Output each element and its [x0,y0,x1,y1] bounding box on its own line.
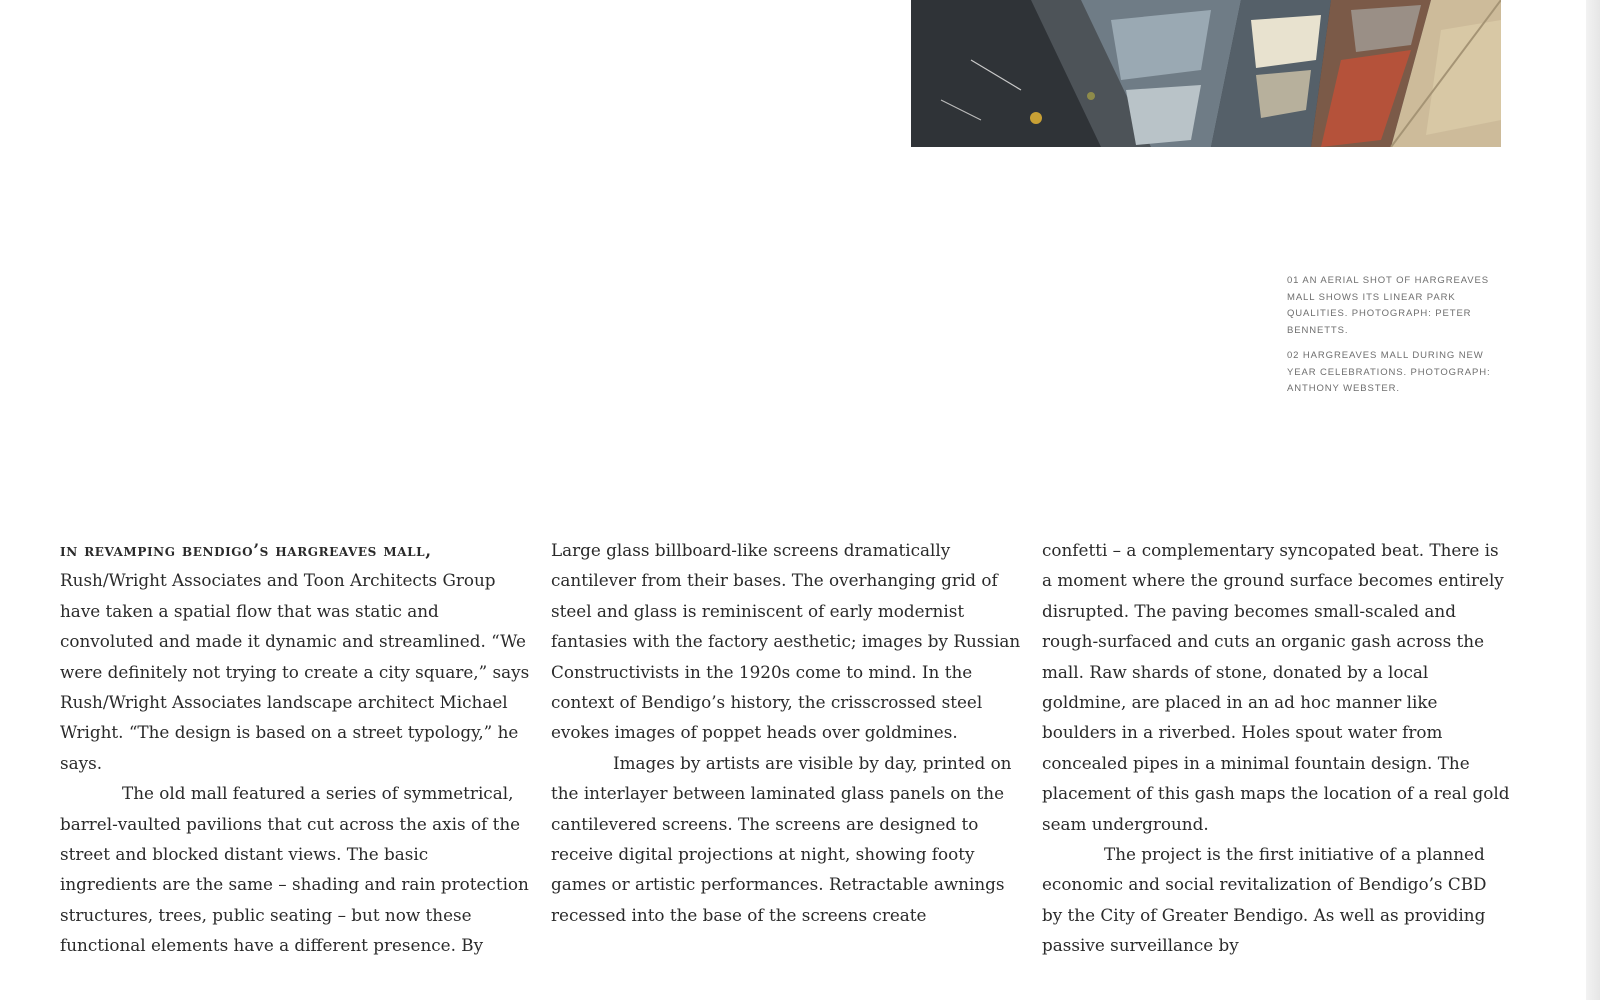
article-paragraph: Large glass billboard-like screens dramatically cantilever from their bases. The overhanging grid of steel and glass is reminiscent of early modernist fantasies with the factory aesthetic; images by Russian Constructivists in the 1920s come to mind. In the context of Bendigo’s history, the crisscrossed steel evokes images of poppet heads over goldmines. [551,540,1021,743]
article-lead: in revamping bendigo’s hargreaves mall, [60,540,432,560]
aerial-photo [911,0,1501,147]
caption-01: 01 AN AERIAL SHOT OF HARGREAVES MALL SHOWS ITS LINEAR PARK QUALITIES. PHOTOGRAPH: PETER BENNETTS. [1287,275,1489,336]
article-paragraph: The project is the first initiative of a planned economic and social revitalization of Bendigo’s CBD by the City of Greater Bendigo. As well as providing passive surveillance by [1042,844,1487,956]
article-paragraph: Images by artists are visible by day, printed on the interlayer between laminated glass panels on the cantilevered screens. The screens are designed to receive digital projections at night, showing footy games or artistic performances. Retractable awnings recessed into the base of the screens create [551,752,1012,925]
photo-captions [1287,273,1502,407]
caption-02: 02 HARGREAVES MALL DURING NEW YEAR CELEBRATIONS. PHOTOGRAPH: ANTHONY WEBSTER. [1287,350,1491,394]
article-paragraph [60,535,530,778]
article-column-2 [551,535,1021,930]
article-paragraph: confetti – a complementary syncopated beat. There is a moment where the ground surface becomes entirely disrupted. The paving becomes small-scaled and rough-surfaced and cuts an organic gash across the mall. Raw shards of stone, donated by a local goldmine, are placed in an ad hoc manner like boulders in a riverbed. Holes spout water from concealed pipes in a minimal fountain design. The placement of this gash maps the location of a real gold seam underground. [1042,540,1510,834]
page-edge [1586,0,1600,1000]
article-text: Rush/Wright Associates and Toon Architects Group have taken a spatial flow that was static and convoluted and made it dynamic and streamlined. “We were definitely not trying to create a city square,” says Rush/Wright Associates landscape architect Michael Wright. “The design is based on a street typology,” he says. [60,570,530,773]
article-column-3 [1042,535,1512,961]
article-paragraph: The old mall featured a series of symmetrical, barrel-vaulted pavilions that cut across the axis of the street and blocked distant views. The basic ingredients are the same – shading and rain protection structures, trees, public seating – but now these functional elements have a different presence. By [60,783,529,956]
article-column-1 [60,535,530,961]
aerial-photo-illustration [911,0,1501,147]
